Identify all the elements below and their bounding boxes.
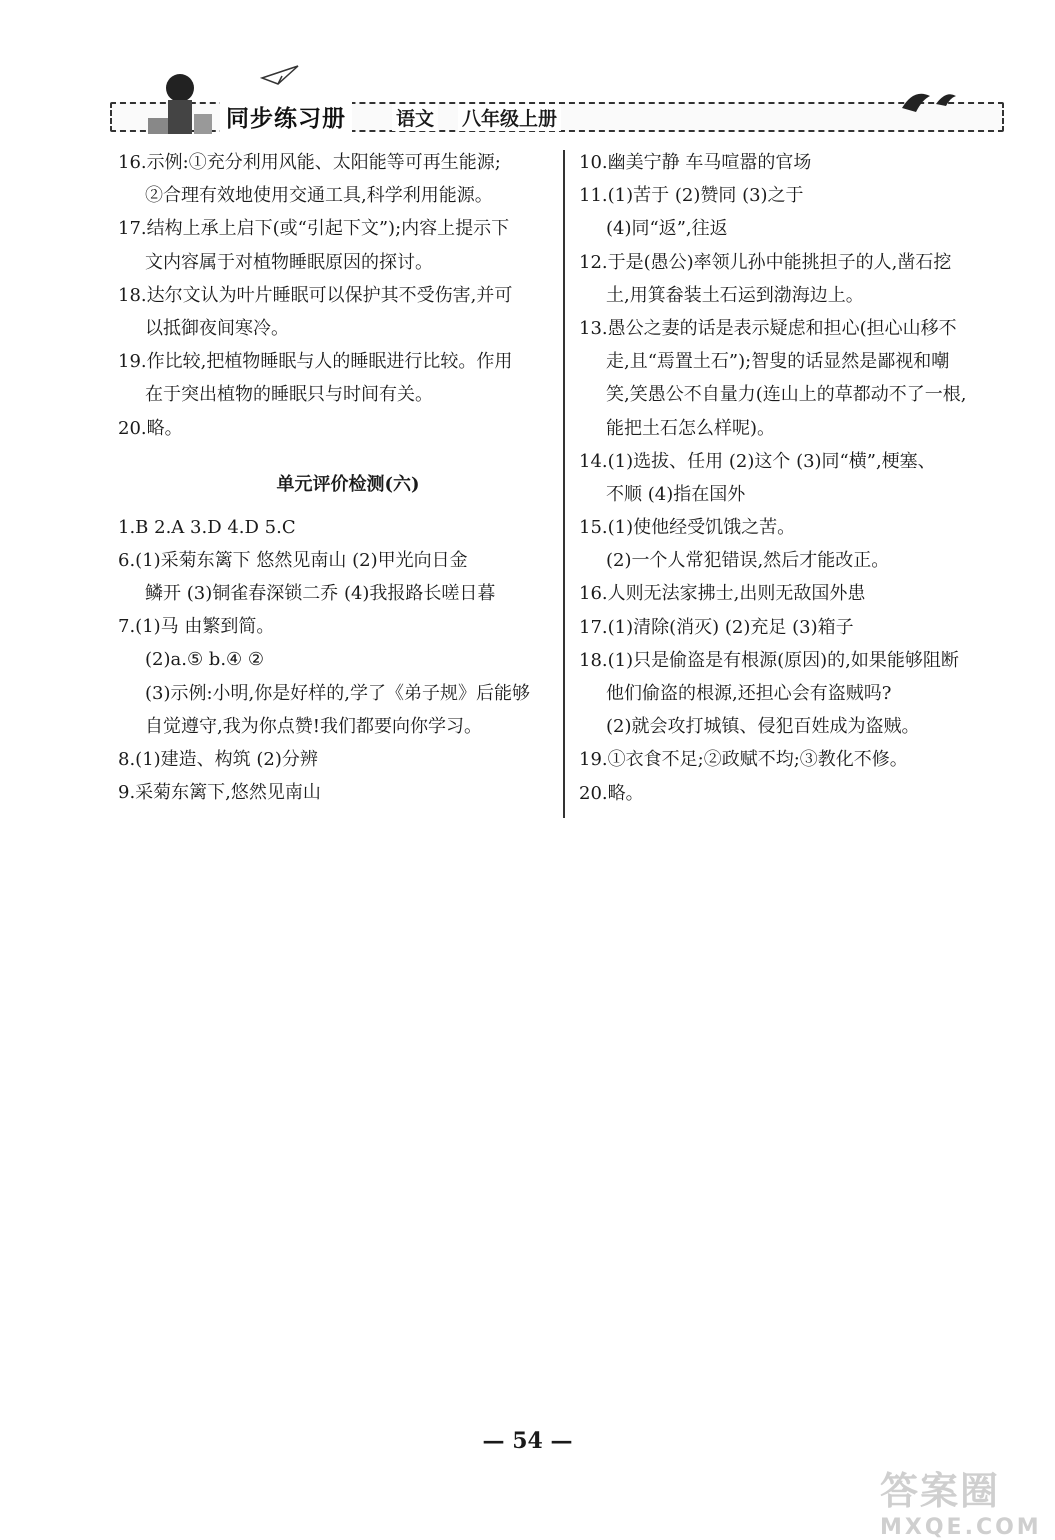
header-title: 同步练习册: [220, 100, 352, 133]
page-number: — 54 —: [482, 1428, 573, 1454]
header-grade: 八年级上册: [458, 104, 561, 131]
answer-line: 18.达尔文认为叶片睡眠可以保护其不受伤害,并可: [118, 284, 513, 306]
answer-line: (3)示例:小明,你是好样的,学了《弟子规》后能够: [145, 682, 531, 704]
answer-line: 走,且“焉置土石”);智叟的话显然是鄙视和嘲: [606, 351, 950, 373]
answer-line: 15.(1)使他经受饥饿之苦。: [579, 517, 796, 539]
answer-line: 11.(1)苦于 (2)赞同 (3)之于: [579, 185, 804, 207]
answer-line: 10.幽美宁静 车马喧嚣的官场: [579, 152, 812, 173]
answer-line: 14.(1)选拔、任用 (2)这个 (3)同“横”,梗塞、: [579, 450, 936, 472]
answer-line: 17.(1)清除(消灭) (2)充足 (3)箱子: [579, 616, 854, 638]
answer-line: 以抵御夜间寒冷。: [145, 317, 289, 339]
birds-icon: [900, 84, 970, 118]
column-divider: [563, 150, 565, 818]
answer-line: 笑,笑愚公不自量力(连山上的草都动不了一根,: [606, 384, 967, 406]
answer-line: 12.于是(愚公)率领儿孙中能挑担子的人,凿石挖: [579, 251, 952, 273]
answer-line: 不顺 (4)指在国外: [606, 483, 746, 505]
right-column: [579, 146, 1009, 810]
answer-line: 文内容属于对植物睡眠原因的探讨。: [145, 251, 433, 273]
answer-line: 自觉遵守,我为你点赞!我们都要向你学习。: [145, 715, 482, 737]
answer-line: 16.示例:①充分利用风能、太阳能等可再生能源;: [118, 152, 501, 173]
mascot-icon: [140, 68, 220, 138]
answer-line: 18.(1)只是偷盗是有根源(原因)的,如果能够阻断: [579, 649, 959, 671]
section-title: 单元评价检测(六): [276, 473, 420, 495]
answer-line: 在于突出植物的睡眠只与时间有关。: [145, 384, 433, 406]
answer-line: (2)就会攻打城镇、侵犯百姓成为盗贼。: [606, 716, 920, 738]
answer-line: 17.结构上承上启下(或“引起下文”);内容上提示下: [118, 218, 510, 240]
watermark-text-top: 答案圈: [880, 1469, 1001, 1513]
answer-line: 8.(1)建造、构筑 (2)分辨: [118, 749, 318, 770]
watermark-logo: [880, 1460, 1042, 1540]
page-header: [110, 60, 1005, 140]
left-column: [118, 146, 558, 809]
answer-line: 鳞开 (3)铜雀春深锁二乔 (4)我报路长嗟日暮: [145, 583, 496, 605]
answer-line: 19.作比较,把植物睡眠与人的睡眠进行比较。作用: [118, 351, 513, 373]
answer-line: 20.略。: [118, 417, 183, 439]
answer-line: 7.(1)马 由繁到简。: [118, 616, 275, 638]
answer-line: ②合理有效地使用交通工具,科学利用能源。: [145, 185, 493, 207]
answer-line: 13.愚公之妻的话是表示疑虑和担心(担心山移不: [579, 317, 957, 339]
watermark-text-bottom: MXQE.COM: [880, 1515, 1042, 1540]
answer-line: 19.①衣食不足;②政赋不均;③教化不修。: [579, 749, 908, 771]
answer-line: 1.B 2.A 3.D 4.D 5.C: [118, 516, 296, 538]
answer-line: 能把土石怎么样呢)。: [606, 417, 776, 439]
paper-plane-icon: [260, 64, 300, 86]
answer-line: 9.采菊东篱下,悠然见南山: [118, 782, 321, 804]
answer-line: (2)a.⑤ b.④ ②: [145, 649, 265, 671]
answer-line: (4)同“返”,往返: [606, 218, 728, 240]
answer-line: 土,用箕畚装土石运到渤海边上。: [606, 284, 864, 306]
answer-line: (2)一个人常犯错误,然后才能改正。: [606, 550, 890, 572]
answer-line: 6.(1)采菊东篱下 悠然见南山 (2)甲光向日金: [118, 549, 468, 571]
answer-line: 20.略。: [579, 782, 644, 804]
answer-line: 16.人则无法家拂士,出则无敌国外患: [579, 583, 866, 605]
header-subject: 语文: [392, 104, 438, 131]
answer-line: 他们偷盗的根源,还担心会有盗贼吗?: [606, 683, 892, 704]
